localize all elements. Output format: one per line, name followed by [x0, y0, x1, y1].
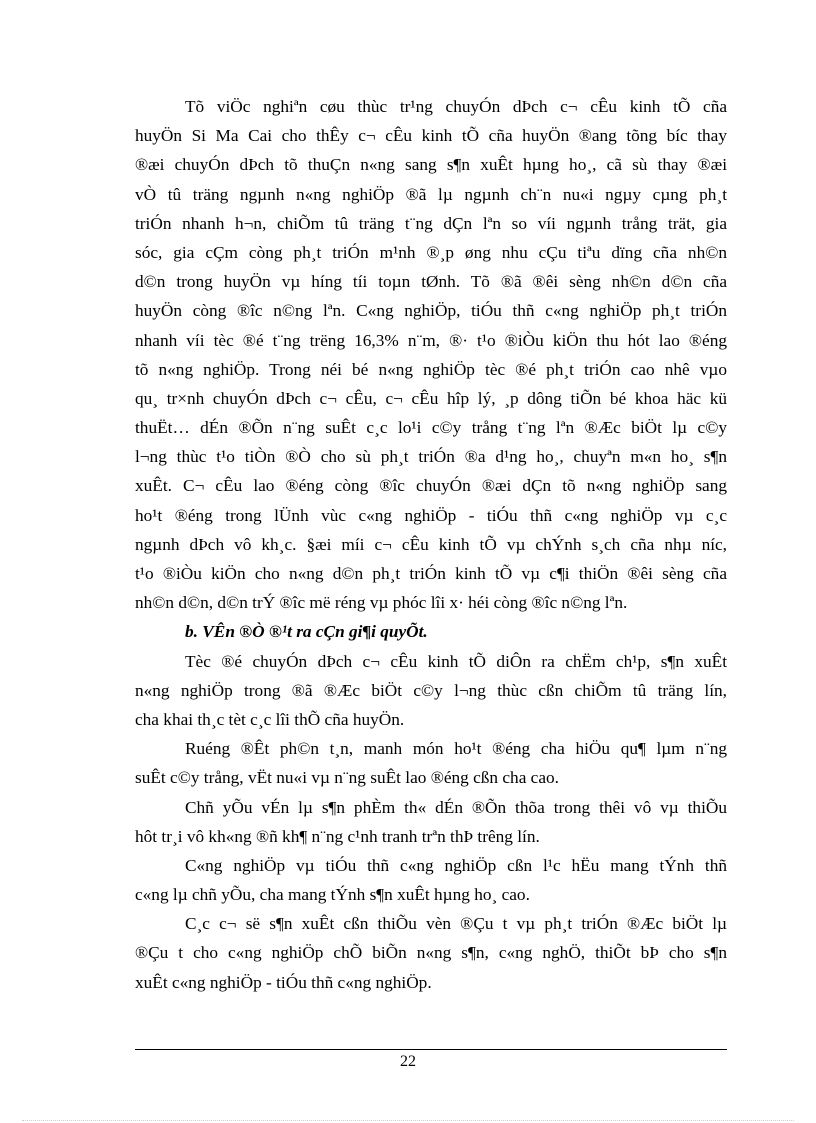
paragraph — [135, 647, 727, 735]
text-line: C«ng nghiÖp vµ tiÓu thñ c«ng nghiÖp cßn l¹c hËu mang tÝnh thñ — [185, 855, 727, 875]
paragraph — [135, 793, 727, 851]
text-line: tõ n«ng nghiÖp. Trong néi bé n«ng nghiÖp tèc ®é ph¸t triÓn cao nhê vµo — [135, 359, 727, 379]
text-line: hôt tr¸i vô kh«ng ®ñ kh¶ n¨ng c¹nh tranh trªn thÞ trêng lín. — [135, 826, 540, 846]
page-bottom-border — [22, 1120, 794, 1121]
text-line: nhanh víi tèc ®é t¨ng trëng 16,3% n¨m, ®· t¹o ®iÒu kiÖn thu hót lao ®éng — [135, 330, 727, 350]
text-line: triÓn nhanh h¬n, chiÕm tû träng t¨ng dÇn lªn so víi ngµnh trång trät, gia — [135, 213, 727, 233]
body-text — [135, 92, 727, 997]
text-line: Ruéng ®Êt ph©n t¸n, manh món ho¹t ®éng cha hiÖu qu¶ lµm n¨ng — [185, 739, 727, 759]
footer-rule — [135, 1049, 727, 1050]
paragraph — [135, 909, 727, 997]
text-line: qu¸ tr×nh chuyÓn dÞch c¬ cÊu, c¬ cÊu hîp lý, ¸p dông tiÕn bé khoa häc kü — [135, 388, 727, 408]
text-line: d©n trong huyÖn vµ híng tíi toµn tØnh. Tõ ®ã ®êi sèng nh©n d©n cña — [135, 272, 727, 292]
text-line: ngµnh dÞch vô kh¸c. §æi míi c¬ cÊu kinh tÕ vµ chÝnh s¸ch cña nhµ níc, — [135, 534, 727, 554]
text-line: ho¹t ®éng trong lÜnh vùc c«ng nghiÖp - tiÓu thñ c«ng nghiÖp vµ c¸c — [135, 505, 727, 525]
text-line: huyÖn Si Ma Cai cho thÊy c¬ cÊu kinh tÕ cña huyÖn ®ang tõng bíc thay — [135, 126, 727, 146]
paragraph — [135, 734, 727, 792]
text-line: xuÊt c«ng nghiÖp - tiÓu thñ c«ng nghiÖp. — [135, 972, 432, 992]
text-line: Tõ viÖc nghiªn cøu thùc tr¹ng chuyÓn dÞch c¬ cÊu kinh tÕ cña — [185, 97, 727, 116]
text-line: cha khai th¸c tèt c¸c lîi thÕ cña huyÖn. — [135, 709, 405, 729]
text-line: t¹o ®iÒu kiÖn cho n«ng d©n ph¸t triÓn kinh tÕ vµ c¶i thiÖn ®êi sèng cña — [135, 564, 727, 583]
text-line: C¸c c¬ së s¶n xuÊt cßn thiÕu vèn ®Çu t vµ ph¸t triÓn ®Æc biÖt lµ — [185, 914, 727, 934]
text-line: n«ng nghiÖp trong ®ã ®Æc biÖt c©y l¬ng thùc cßn chiÕm tû träng lín, — [135, 680, 727, 700]
paragraph — [135, 851, 727, 909]
text-line: l¬ng thùc t¹o tiÒn ®Ò cho sù ph¸t triÓn ®a d¹ng ho¸, chuyªn m«n ho¸ s¶n — [135, 447, 727, 467]
text-line: vÒ tû träng ngµnh n«ng nghiÖp ®ã lµ ngµnh ch¨n nu«i ngµy cµng ph¸t — [135, 184, 727, 204]
text-line: ®Çu t cho c«ng nghiÖp chÕ biÕn n«ng s¶n, c«ng nghÖ, thiÕt bÞ cho s¶n — [135, 943, 727, 963]
text-line: thuËt… dÉn ®Õn n¨ng suÊt c¸c lo¹i c©y trång t¨ng lªn ®Æc biÖt lµ c©y — [135, 418, 727, 438]
text-line: suÊt c©y trång, vËt nu«i vµ n¨ng suÊt lao ®éng cßn cha cao. — [135, 768, 559, 788]
section-heading: b. VÊn ®Ò ®¹t ra cÇn gi¶i quyÕt. — [185, 622, 428, 642]
text-line: Chñ yÕu vÉn lµ s¶n phÈm th« dÉn ®Õn thõa trong thêi vô vµ thiÕu — [185, 797, 727, 817]
text-line: huyÖn còng ®îc n©ng lªn. C«ng nghiÖp, tiÓu thñ c«ng nghiÖp ph¸t triÓn — [135, 301, 727, 321]
text-line: Tèc ®é chuyÓn dÞch c¬ cÊu kinh tÕ diÔn ra chËm ch¹p, s¶n xuÊt — [185, 651, 727, 671]
text-line: c«ng lµ chñ yÕu, cha mang tÝnh s¶n xuÊt hµng ho¸ cao. — [135, 885, 530, 905]
text-line: xuÊt. C¬ cÊu lao ®éng còng ®îc chuyÓn ®æi dÇn tõ n«ng nghiÖp sang — [135, 476, 727, 496]
text-line: sóc, gia cÇm còng ph¸t triÓn m¹nh ®¸p øng nhu cÇu tiªu dïng cña nh©n — [135, 242, 727, 262]
page-number: 22 — [400, 1053, 416, 1070]
text-line: ®æi chuyÓn dÞch tõ thuÇn n«ng sang s¶n xuÊt hµng ho¸, cã sù thay ®æi — [135, 155, 727, 175]
paragraph — [135, 92, 727, 617]
text-line: nh©n d©n, d©n trÝ ®îc më réng vµ phóc lîi x· héi còng ®îc n©ng lªn. — [135, 593, 628, 613]
